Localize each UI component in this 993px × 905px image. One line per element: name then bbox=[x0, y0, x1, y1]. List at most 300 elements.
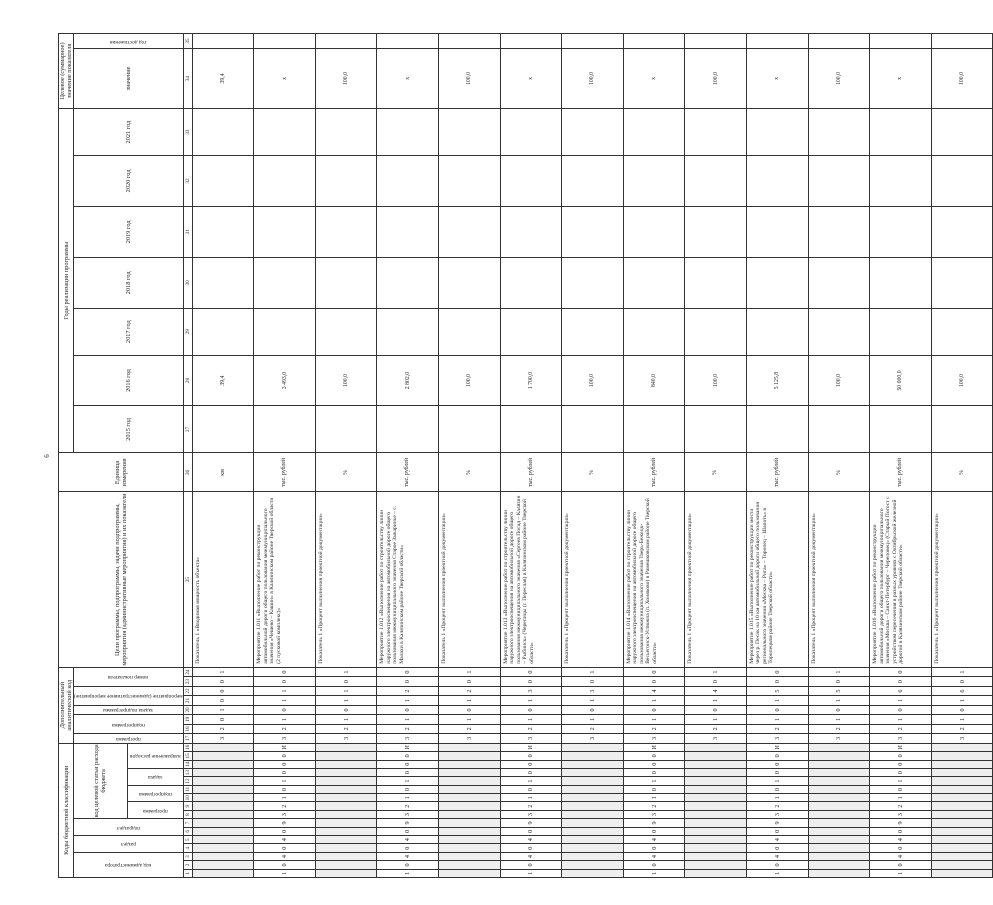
budget-code-digit bbox=[192, 768, 254, 776]
budget-code-digit: 1 bbox=[746, 777, 808, 785]
extra-code-digit: 2 bbox=[439, 724, 501, 733]
subprogram-col-header: подпрограмма bbox=[74, 715, 184, 734]
budget-code-digit: 0 bbox=[623, 768, 685, 776]
budget-code-digit bbox=[931, 869, 993, 877]
column-number: 14 bbox=[184, 761, 191, 767]
extra-code-digit: 1 bbox=[746, 696, 808, 705]
year-value-2019 bbox=[315, 206, 377, 257]
budget-code-digit bbox=[931, 785, 993, 793]
column-number: 33 bbox=[183, 108, 192, 155]
budget-code-digit: 0 bbox=[623, 785, 685, 793]
budget-code-digit bbox=[562, 802, 624, 810]
budget-code-digit: 1 bbox=[254, 869, 316, 877]
budget-code-digit bbox=[439, 760, 501, 768]
budget-code-digit: 9 bbox=[870, 819, 932, 827]
budget-code-digit bbox=[685, 785, 747, 793]
year-value-2017 bbox=[808, 308, 870, 355]
budget-code-digit: 1 bbox=[500, 869, 562, 877]
budget-code-digit bbox=[562, 794, 624, 802]
year-value-2015 bbox=[254, 406, 316, 453]
unit-cell: тыс. рублей bbox=[500, 453, 562, 492]
budget-code-digit bbox=[439, 802, 501, 810]
budget-code-digit bbox=[192, 844, 254, 852]
year-value-2018 bbox=[870, 258, 932, 308]
budget-code-digit: 0 bbox=[500, 861, 562, 869]
extra-code-digit: 2 bbox=[192, 724, 254, 733]
budget-code-digit bbox=[192, 802, 254, 810]
budget-code-digit: 2 bbox=[870, 802, 932, 810]
budget-code-digit: 0 bbox=[500, 760, 562, 768]
extra-code-digit: 0 bbox=[500, 705, 562, 714]
budget-code-digit bbox=[685, 794, 747, 802]
budget-code-digit bbox=[315, 752, 377, 760]
extra-code-digit: 0 bbox=[870, 705, 932, 714]
extra-code-digit: 3 bbox=[500, 686, 562, 695]
budget-code-digit: 3 bbox=[254, 810, 316, 818]
extra-code-digit: 1 bbox=[377, 696, 439, 705]
extra-code-digit: 1 bbox=[315, 686, 377, 695]
extra-code-digit: 1 bbox=[377, 715, 439, 724]
year-value-2017 bbox=[623, 308, 685, 355]
program-table bbox=[58, 33, 993, 878]
budget-code-digit: 0 bbox=[377, 768, 439, 776]
extra-code-digit: 0 bbox=[685, 677, 747, 686]
year-value-2021 bbox=[870, 108, 932, 155]
year-value-2015 bbox=[315, 406, 377, 453]
extra-code-digit: 2 bbox=[931, 724, 993, 733]
budget-code-digit bbox=[685, 852, 747, 860]
extra-code-digit: 0 bbox=[377, 705, 439, 714]
extra-code-digit: 0 bbox=[500, 667, 562, 677]
budget-code-digit: 2 bbox=[500, 802, 562, 810]
year-value-2020 bbox=[254, 156, 316, 206]
table-row bbox=[931, 34, 993, 878]
budget-code-digit bbox=[931, 844, 993, 852]
budget-code-digit bbox=[562, 752, 624, 760]
extra-code-digit: 2 bbox=[254, 724, 316, 733]
budget-code-digit bbox=[808, 852, 870, 860]
budget-code-digit: 0 bbox=[500, 785, 562, 793]
budget-code-digit: 0 bbox=[746, 785, 808, 793]
budget-code-digit: 4 bbox=[746, 852, 808, 860]
extra-code-digit: 3 bbox=[192, 734, 254, 743]
budget-code-digit bbox=[931, 777, 993, 785]
budget-code-digit bbox=[439, 861, 501, 869]
year-value-2019 bbox=[870, 206, 932, 257]
column-numbers-row bbox=[183, 34, 192, 878]
budget-code-digit: И bbox=[500, 743, 562, 752]
budget-code-digit bbox=[931, 794, 993, 802]
extra-code-digit: 0 bbox=[562, 677, 624, 686]
extra-code-digit: 0 bbox=[623, 667, 685, 677]
extra-code-digit: 1 bbox=[500, 715, 562, 724]
budget-code-digit: 0 bbox=[377, 861, 439, 869]
budget-code-digit: 1 bbox=[254, 794, 316, 802]
extra-code-digit: 6 bbox=[870, 686, 932, 695]
year-value-2016: 100,0 bbox=[808, 355, 870, 405]
budget-code-digit bbox=[315, 768, 377, 776]
extra-code-digit: 0 bbox=[870, 677, 932, 686]
budget-code-digit: 1 bbox=[254, 777, 316, 785]
year-value-2020 bbox=[377, 156, 439, 206]
extra-code-digit: 2 bbox=[870, 724, 932, 733]
budget-code-digit bbox=[315, 810, 377, 818]
budget-code-digit: 0 bbox=[870, 768, 932, 776]
year-value-2015 bbox=[931, 406, 993, 453]
achievement-year bbox=[746, 34, 808, 49]
year-value-2018 bbox=[746, 258, 808, 308]
year-value-2018 bbox=[500, 258, 562, 308]
budget-code-digit: 2 bbox=[623, 802, 685, 810]
extra-code-digit: 3 bbox=[439, 734, 501, 743]
budget-code-digit bbox=[439, 844, 501, 852]
budget-code-digit bbox=[808, 869, 870, 877]
budget-code-digit: 4 bbox=[870, 852, 932, 860]
year-value-2018 bbox=[254, 258, 316, 308]
year-value-2017 bbox=[931, 308, 993, 355]
budget-code-digit: 4 bbox=[870, 836, 932, 844]
budget-code-digit: 3 bbox=[746, 810, 808, 818]
budget-code-digit bbox=[439, 768, 501, 776]
extra-code-digit: 0 bbox=[870, 667, 932, 677]
subsection-header: подраздел bbox=[74, 819, 184, 836]
extra-code-digit: 0 bbox=[746, 667, 808, 677]
achievement-year-header: год достижения bbox=[74, 34, 184, 49]
budget-code-digit bbox=[562, 869, 624, 877]
extra-code-digit: 0 bbox=[623, 705, 685, 714]
year-value-2016: 39,4 bbox=[192, 355, 254, 405]
budget-code-digit: 4 bbox=[377, 852, 439, 860]
budget-code-digit bbox=[685, 869, 747, 877]
extra-code-digit: 0 bbox=[192, 686, 254, 695]
year-value-2017 bbox=[254, 308, 316, 355]
unit-cell: % bbox=[439, 453, 501, 492]
budget-code-digit bbox=[808, 794, 870, 802]
table-row bbox=[192, 34, 254, 878]
year-2020-header: 2020 год bbox=[74, 156, 184, 206]
budget-code-digit bbox=[562, 785, 624, 793]
budget-code-digit bbox=[192, 827, 254, 835]
year-2016-header: 2016 год bbox=[74, 355, 184, 405]
table-row bbox=[685, 34, 747, 878]
achievement-year bbox=[623, 34, 685, 49]
column-number: 15 bbox=[184, 753, 191, 759]
budget-code-digit: 1 bbox=[623, 777, 685, 785]
budget-code-digit bbox=[562, 861, 624, 869]
extra-code-digit: 0 bbox=[377, 667, 439, 677]
achievement-year bbox=[685, 34, 747, 49]
budget-code-digit bbox=[439, 819, 501, 827]
target-value: 100,0 bbox=[562, 49, 624, 109]
budget-code-digit bbox=[685, 752, 747, 760]
unit-cell: % bbox=[808, 453, 870, 492]
budget-code-digit bbox=[685, 827, 747, 835]
years-header: Годы реализации программы bbox=[59, 108, 74, 453]
year-value-2021 bbox=[808, 108, 870, 155]
extra-code-digit: 1 bbox=[254, 686, 316, 695]
column-number: 28 bbox=[183, 355, 192, 405]
year-value-2019 bbox=[500, 206, 562, 257]
budget-code-digit: 3 bbox=[377, 810, 439, 818]
year-value-2021 bbox=[685, 108, 747, 155]
budget-code-digit bbox=[562, 743, 624, 752]
budget-code-digit: 0 bbox=[746, 768, 808, 776]
year-value-2017 bbox=[377, 308, 439, 355]
budget-code-digit: 9 bbox=[500, 819, 562, 827]
budget-code-digit bbox=[562, 768, 624, 776]
budget-code-digit bbox=[808, 861, 870, 869]
goal-text: Показатель 1 «Процент выполнения проектной документации» bbox=[685, 492, 747, 667]
extra-code-digit: 0 bbox=[746, 677, 808, 686]
goal-text: Показатель 1 «Вводимая мощность объекта» bbox=[192, 492, 254, 667]
extra-code-digit: 0 bbox=[192, 715, 254, 724]
extra-code-digit: 0 bbox=[315, 677, 377, 686]
table-row bbox=[623, 34, 685, 878]
budget-code-digit bbox=[931, 852, 993, 860]
extra-code-digit: 2 bbox=[808, 724, 870, 733]
budget-code-digit: 3 bbox=[870, 810, 932, 818]
achievement-year bbox=[931, 34, 993, 49]
budget-code-digit: 1 bbox=[870, 869, 932, 877]
year-value-2021 bbox=[500, 108, 562, 155]
budget-code-digit bbox=[685, 768, 747, 776]
table-row bbox=[439, 34, 501, 878]
column-number: 35 bbox=[183, 34, 192, 49]
extra-code-digit: 3 bbox=[254, 734, 316, 743]
budget-code-digit bbox=[439, 743, 501, 752]
budget-code-digit bbox=[808, 777, 870, 785]
budget-code-digit bbox=[562, 844, 624, 852]
budget-code-digit: 0 bbox=[623, 760, 685, 768]
year-value-2016: 3 493,0 bbox=[254, 355, 316, 405]
budget-code-digit: 0 bbox=[870, 785, 932, 793]
column-number: 21 bbox=[183, 696, 192, 705]
extra-code-digit: 0 bbox=[808, 677, 870, 686]
year-value-2018 bbox=[931, 258, 993, 308]
extra-code-digit: 1 bbox=[931, 667, 993, 677]
extra-code-digit: 1 bbox=[500, 696, 562, 705]
target-value: 100,0 bbox=[808, 49, 870, 109]
budget-code-digit bbox=[439, 836, 501, 844]
extra-code-digit: 1 bbox=[562, 696, 624, 705]
goals-header: Цели программы, подпрограммы, задачи подпрограммы, мероприятия (административные мероприятия) и их показатели bbox=[59, 492, 184, 667]
goal-text: Показатель 1 «Процент выполнения проектной документации» bbox=[315, 492, 377, 667]
extra-code-digit: 1 bbox=[315, 696, 377, 705]
extra-code-digit: 3 bbox=[808, 734, 870, 743]
budget-code-digit bbox=[315, 802, 377, 810]
target-value: х bbox=[870, 49, 932, 109]
extra-code-digit: 1 bbox=[315, 715, 377, 724]
budget-code-digit: 0 bbox=[870, 752, 932, 760]
year-value-2017 bbox=[315, 308, 377, 355]
year-value-2016: 5 125,8 bbox=[746, 355, 808, 405]
year-value-2020 bbox=[315, 156, 377, 206]
goal-text: Показатель 1 «Процент выполнения проектной документации» bbox=[439, 492, 501, 667]
unit-cell: % bbox=[315, 453, 377, 492]
achievement-year bbox=[562, 34, 624, 49]
achievement-year bbox=[500, 34, 562, 49]
goal-text: Мероприятие 1.013 «Выполнение работ по строительству линии наружного электроосвещения на автомобильной дороге общего пользования межмуниципального значения «Сергеев Посад – Калязин – Рыбинск» (Черепицы (г. Переслав) в Калязинском районе Тверской области» bbox=[500, 492, 562, 667]
budget-code-digit: 4 bbox=[500, 836, 562, 844]
year-value-2021 bbox=[192, 108, 254, 155]
extra-code-digit: 1 bbox=[192, 705, 254, 714]
budget-code-digit bbox=[315, 861, 377, 869]
budget-code-digit: 2 bbox=[377, 802, 439, 810]
rotated-page bbox=[58, 33, 966, 878]
column-number: 5 bbox=[183, 836, 192, 844]
target-value: 100,0 bbox=[931, 49, 993, 109]
budget-code-digit bbox=[192, 836, 254, 844]
budget-code-digit: 0 bbox=[377, 827, 439, 835]
budget-code-digit: 1 bbox=[377, 869, 439, 877]
budget-code-digit: 9 bbox=[623, 819, 685, 827]
achievement-year bbox=[439, 34, 501, 49]
extra-code-digit: 2 bbox=[377, 724, 439, 733]
budget-code-digit: И bbox=[870, 743, 932, 752]
table-row bbox=[377, 34, 439, 878]
extra-code-digit: 0 bbox=[623, 677, 685, 686]
column-number: 29 bbox=[183, 308, 192, 355]
year-value-2019 bbox=[439, 206, 501, 257]
year-value-2015 bbox=[870, 406, 932, 453]
year-value-2015 bbox=[623, 406, 685, 453]
year-value-2019 bbox=[562, 206, 624, 257]
column-number: 22 bbox=[183, 686, 192, 695]
budget-code-digit: 1 bbox=[870, 794, 932, 802]
budget-code-digit bbox=[931, 802, 993, 810]
column-number: 16 bbox=[184, 744, 191, 750]
budget-code-digit: 0 bbox=[500, 752, 562, 760]
extra-code-digit: 5 bbox=[808, 686, 870, 695]
budget-code-digit: 0 bbox=[377, 844, 439, 852]
budget-code-digit bbox=[685, 810, 747, 818]
table-row bbox=[870, 34, 932, 878]
direction-subheader: направление расходов bbox=[127, 743, 183, 768]
extra-code-digit: 1 bbox=[685, 715, 747, 724]
budget-code-digit bbox=[192, 743, 254, 752]
budget-code-digit: 0 bbox=[870, 827, 932, 835]
extra-code-digit: 3 bbox=[623, 734, 685, 743]
budget-code-digit: 2 bbox=[746, 802, 808, 810]
unit-cell: % bbox=[931, 453, 993, 492]
budget-code-digit: 0 bbox=[746, 760, 808, 768]
year-value-2020 bbox=[562, 156, 624, 206]
column-number: 25 bbox=[183, 492, 192, 667]
budget-code-digit bbox=[808, 802, 870, 810]
budget-code-digit bbox=[315, 819, 377, 827]
extra-code-digit: 1 bbox=[562, 715, 624, 724]
year-value-2016: 1 700,0 bbox=[500, 355, 562, 405]
year-value-2016: 50 000,0 bbox=[870, 355, 932, 405]
budget-code-digit: 0 bbox=[870, 844, 932, 852]
unit-header: Единица измерения bbox=[59, 453, 184, 492]
target-article-header: код целевой статьи расхода бюджета bbox=[74, 743, 128, 819]
extra-code-digit: 1 bbox=[562, 667, 624, 677]
year-value-2017 bbox=[192, 308, 254, 355]
budget-code-digit bbox=[439, 827, 501, 835]
year-value-2015 bbox=[500, 406, 562, 453]
indicator-number-header: номер показателя bbox=[74, 667, 184, 686]
extra-code-digit: 0 bbox=[377, 677, 439, 686]
extra-code-digit: 0 bbox=[931, 677, 993, 686]
budget-code-digit bbox=[931, 827, 993, 835]
goal-text: Мероприятие 1.016 «Выполнение работ по реконструкции автомобильной дороги общего пользования межмуниципального значения «Москва – Санкт-Петербург – Череповец» (Старый Погост с устройством пересечения в разных уровнях с Октябрьской железной дорогой в Калязинском районе Тверской области» bbox=[870, 492, 932, 667]
table-row bbox=[254, 34, 316, 878]
budget-code-digit bbox=[808, 810, 870, 818]
budget-code-digit bbox=[439, 852, 501, 860]
extra-code-digit: 2 bbox=[439, 686, 501, 695]
extra-code-digit: 2 bbox=[500, 724, 562, 733]
year-value-2018 bbox=[562, 258, 624, 308]
column-number: 24 bbox=[183, 667, 192, 677]
goal-text: Мероприятие 1.012 «Выполнение работ по строительству линии наружного электроосвещения на автомобильной дороге общего пользования межмуниципального значения Старое Зажаринье – с. Малахи в Калязинском районе Тверской области» bbox=[377, 492, 439, 667]
extra-code-digit: 1 bbox=[685, 696, 747, 705]
year-value-2018 bbox=[439, 258, 501, 308]
year-value-2017 bbox=[685, 308, 747, 355]
year-value-2015 bbox=[808, 406, 870, 453]
budget-code-digit bbox=[562, 760, 624, 768]
budget-code-digit bbox=[562, 827, 624, 835]
year-value-2019 bbox=[685, 206, 747, 257]
year-value-2016: 100,0 bbox=[562, 355, 624, 405]
year-value-2021 bbox=[746, 108, 808, 155]
budget-code-digit: 1 bbox=[623, 794, 685, 802]
budget-code-digit: 9 bbox=[377, 819, 439, 827]
admin-code-header: код администратора bbox=[74, 852, 184, 877]
budget-code-digit bbox=[685, 836, 747, 844]
extra-code-digit: 1 bbox=[746, 715, 808, 724]
task-subprogram-header: задача подпрограммы bbox=[74, 705, 184, 714]
budget-code-digit bbox=[315, 869, 377, 877]
budget-code-digit: 4 bbox=[500, 852, 562, 860]
budget-code-digit bbox=[315, 852, 377, 860]
achievement-year bbox=[377, 34, 439, 49]
budget-code-digit: 9 bbox=[254, 819, 316, 827]
budget-code-digit bbox=[315, 844, 377, 852]
year-value-2017 bbox=[870, 308, 932, 355]
budget-code-digit bbox=[439, 810, 501, 818]
year-value-2015 bbox=[685, 406, 747, 453]
budget-code-digit bbox=[192, 752, 254, 760]
budget-code-digit bbox=[192, 794, 254, 802]
year-value-2021 bbox=[439, 108, 501, 155]
extra-code-digit: 0 bbox=[562, 705, 624, 714]
year-value-2019 bbox=[746, 206, 808, 257]
budget-code-digit bbox=[192, 785, 254, 793]
extra-code-digit: 1 bbox=[808, 667, 870, 677]
column-number: 31 bbox=[183, 206, 192, 257]
year-value-2016: 100,0 bbox=[315, 355, 377, 405]
budget-code-digit: 4 bbox=[254, 836, 316, 844]
table-row bbox=[562, 34, 624, 878]
budget-code-digit: 3 bbox=[500, 810, 562, 818]
year-2019-header: 2019 год bbox=[74, 206, 184, 257]
extra-code-digit: 4 bbox=[623, 686, 685, 695]
budget-code-digit: 0 bbox=[500, 827, 562, 835]
year-value-2021 bbox=[254, 108, 316, 155]
budget-code-digit: 0 bbox=[870, 861, 932, 869]
goal-text: Мероприятие 1.014 «Выполнение работ по строительству линии наружного электроосвещения на автомобильной дороге общего пользования межмуниципального значения Тверь-Бежецк-Весьегонск-Устюжна (п. Хоняково) в Рамешковском районе Тверской области» bbox=[623, 492, 685, 667]
budget-code-digit bbox=[685, 844, 747, 852]
budget-code-digit: 0 bbox=[254, 768, 316, 776]
budget-code-digit bbox=[685, 802, 747, 810]
column-number: 4 bbox=[183, 844, 192, 852]
extra-code-digit: 2 bbox=[746, 724, 808, 733]
extra-code-digit: 0 bbox=[254, 667, 316, 677]
year-value-2016: 100,0 bbox=[931, 355, 993, 405]
column-number: 26 bbox=[183, 453, 192, 492]
year-value-2015 bbox=[377, 406, 439, 453]
